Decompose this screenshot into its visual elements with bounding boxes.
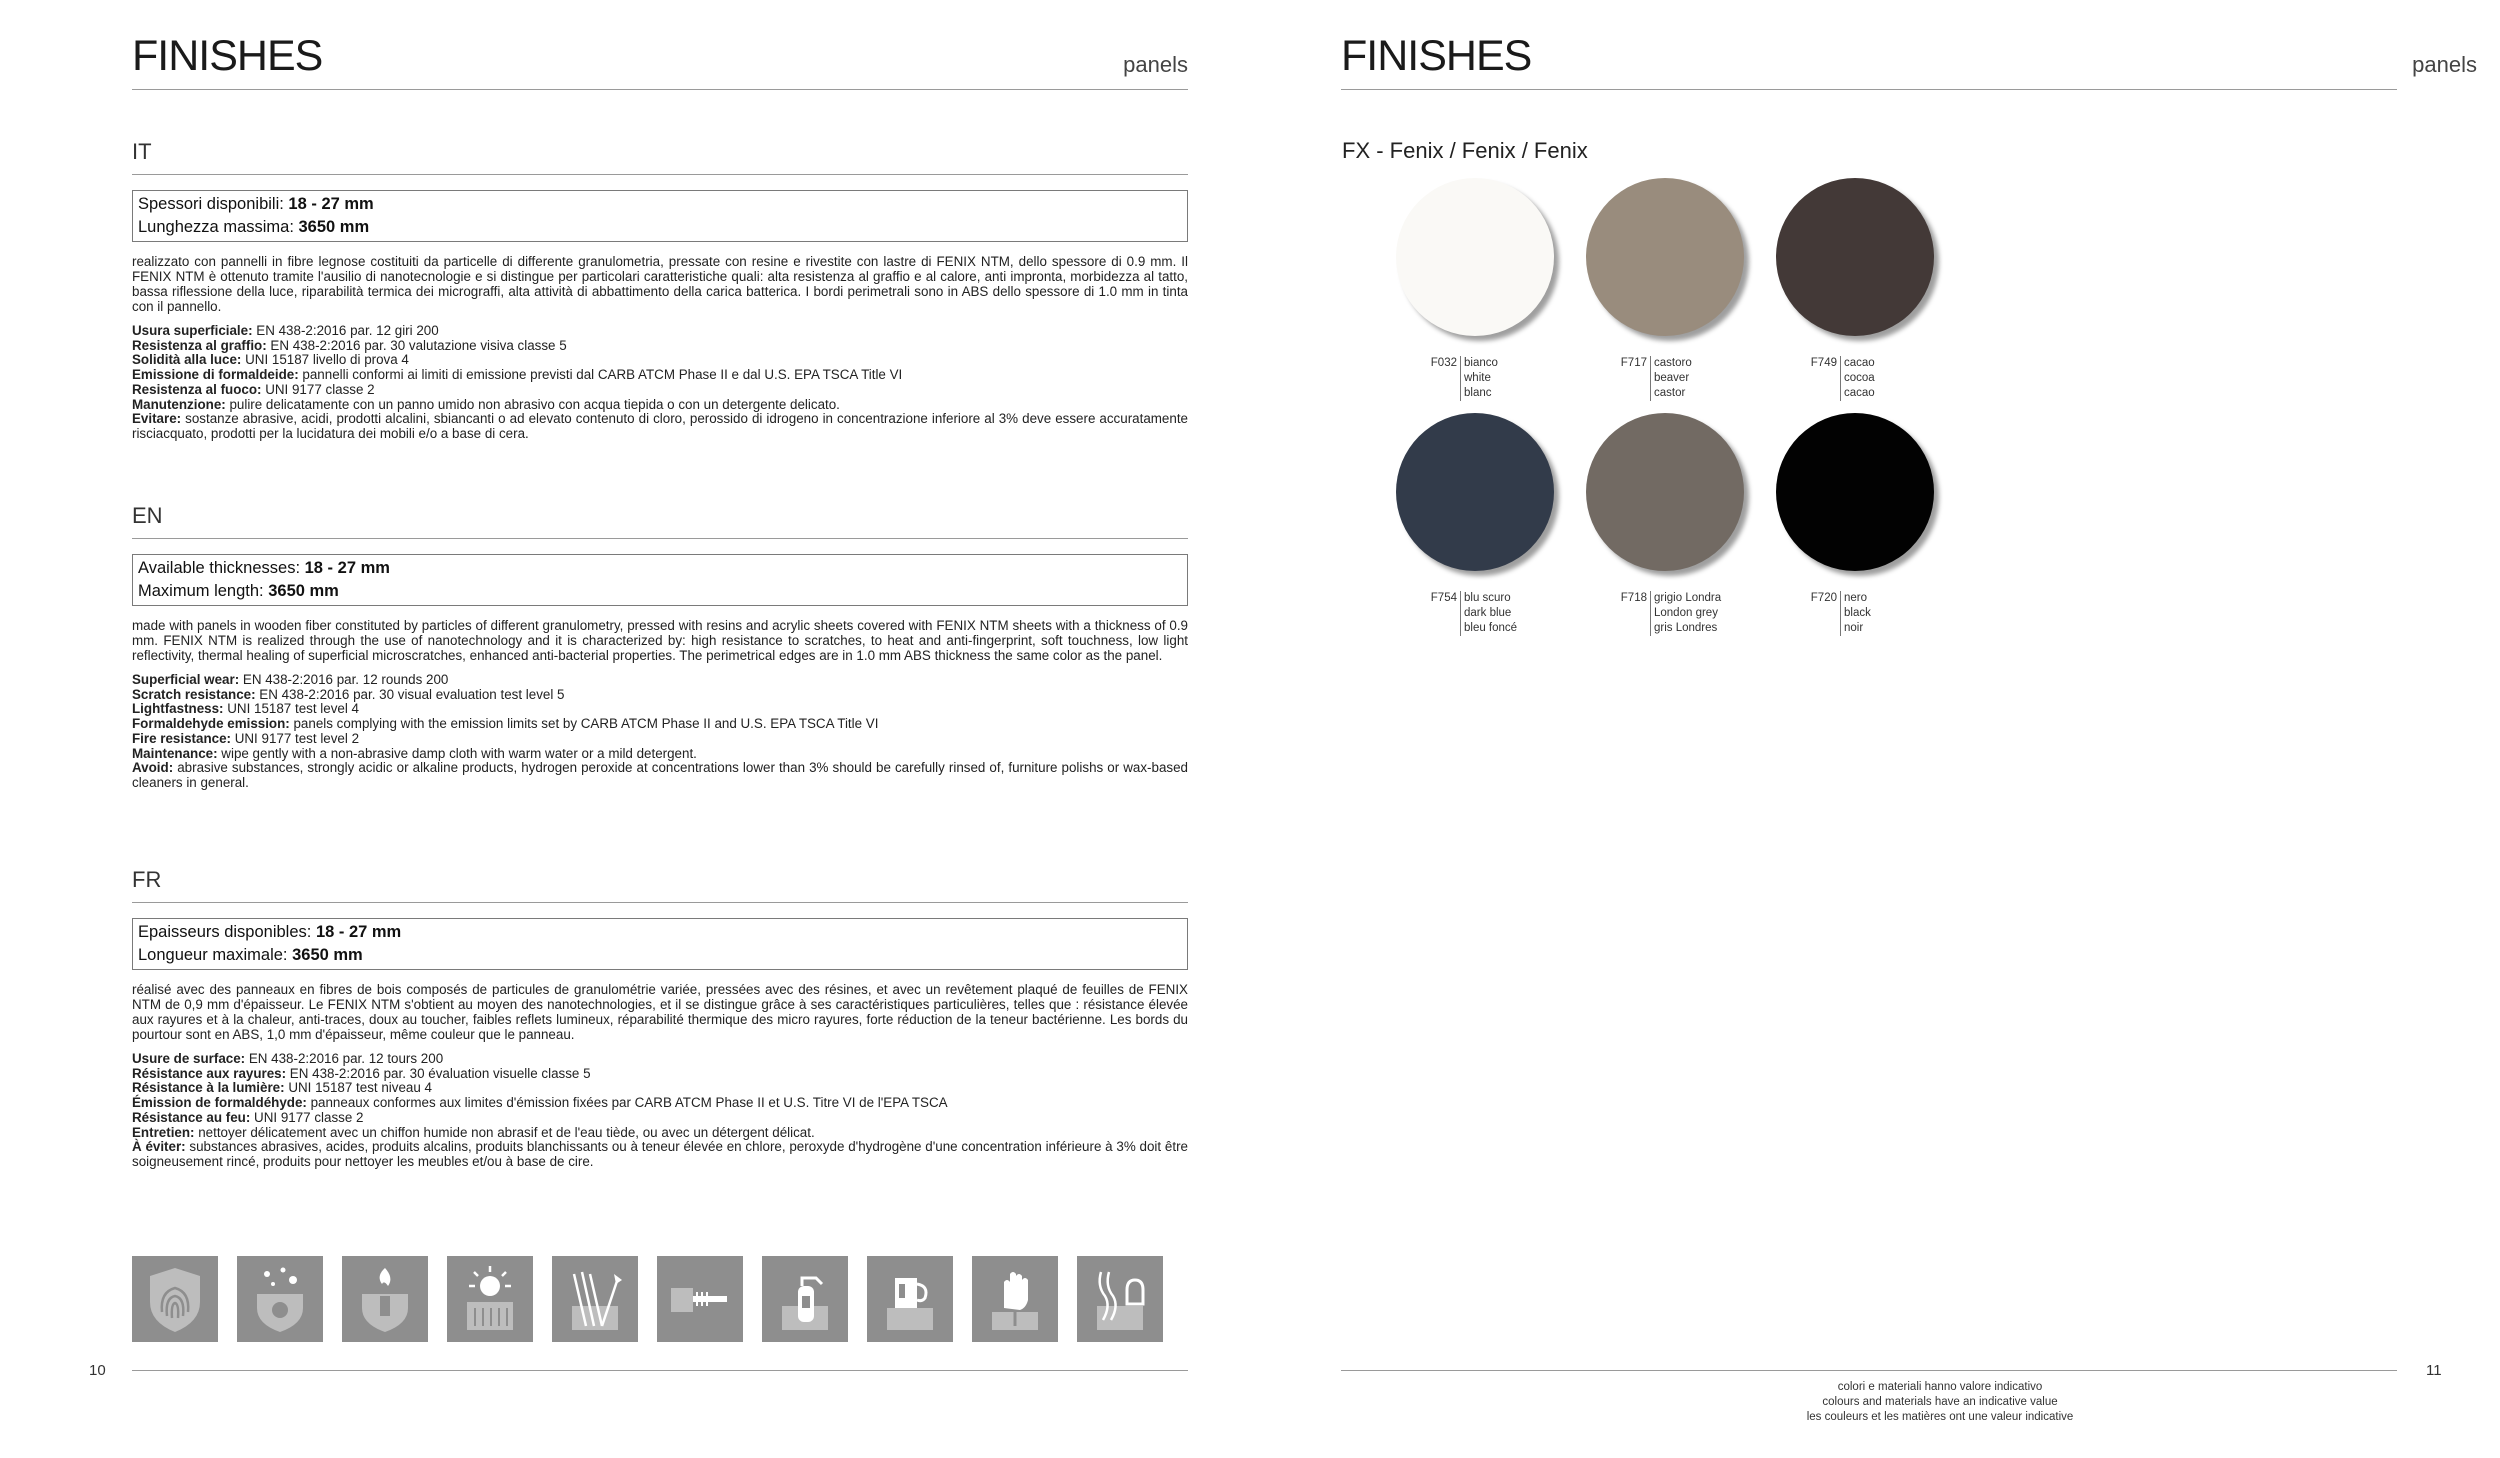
property-row: Usure de surface: EN 438-2:2016 par. 12 tours 200 — [132, 1051, 444, 1066]
coffee-cup-icon — [867, 1256, 953, 1342]
swatch-f749 — [1776, 178, 1934, 336]
color-disclaimer — [1740, 1380, 2140, 1425]
property-row: Resistenza al fuoco: UNI 9177 classe 2 — [132, 381, 375, 397]
property-row: Émission de formaldéhyde: panneaux conformes aux limites d'émission fixées par CARB ATCM Phase II et U.S. Titre VI de l'EPA TSCA — [132, 1095, 948, 1111]
property-row: Solidità alla luce: UNI 15187 livello di prova 4 — [132, 352, 409, 368]
disclaimer-line: les couleurs et les matières ont une valeur indicative — [1806, 1411, 2074, 1423]
spec-length: Maximum length: 3650 mm — [138, 582, 339, 600]
description: réalisé avec des panneaux en fibres de bois composés de particules de granulométrie variée, pressées avec des résines, et avec un revêtement plaqué de feuilles de FENIX NTM de 0,9 mm d'épaisseur. Le FENIX NTM s'obtient au moyen des nanotechnologies, et il se distingue grâce à ses caractéristiques particulières, telles que : résistance élevée aux rayures et à la chaleur, anti-traces, doux au toucher, faibles reflets lumineux, réparabilité thermique des micro rayures, forte réduction de la teneur bactérienne. Les bords du pourtour sont en ABS, 1,0 mm d'épaisseur, même couleur que le panneau. — [132, 982, 1188, 1042]
property-row: Résistance aux rayures: EN 438-2:2016 par. 30 évaluation visuelle classe 5 — [132, 1065, 591, 1081]
disclaimer-line: colours and materials have an indicative value — [1822, 1396, 2058, 1408]
swatch-label: F718 grigio Londra London grey gris Londres — [1620, 592, 1722, 634]
page-number: 10 — [89, 1362, 106, 1379]
swatch-code: F718 — [1620, 592, 1647, 604]
property-row: Fire resistance: UNI 9177 test level 2 — [132, 730, 360, 746]
swatch-f718 — [1586, 413, 1744, 571]
property-row: Emissione di formaldeide: pannelli conformi ai limiti di emissione previsti dal CARB ATCM Phase II e dal U.S. EPA TSCA Title VI — [132, 367, 903, 383]
page-subtitle: panels — [2412, 52, 2477, 77]
section-en — [132, 502, 1188, 791]
section-it — [132, 138, 1188, 442]
swatch-label: F717 castoro beaver castor — [1620, 357, 1692, 399]
right-page — [1250, 0, 2500, 1458]
property-row: Superficial wear: EN 438-2:2016 par. 12 rounds 200 — [132, 672, 449, 687]
section-fr — [132, 866, 1188, 1170]
swatch-code: F720 — [1810, 592, 1837, 604]
light-sun-icon — [447, 1256, 533, 1342]
swatch-label: F754 blu scuro dark blue bleu foncé — [1430, 592, 1518, 634]
hot-iron-icon — [657, 1256, 743, 1342]
fingerprint-shield-icon — [132, 1256, 218, 1342]
page-title: FINISHES — [1341, 32, 1532, 80]
swatch-f720 — [1776, 413, 1934, 571]
properties-list — [132, 324, 1188, 442]
swatch-f717 — [1586, 178, 1744, 336]
footer-divider — [132, 1370, 1188, 1371]
heat-shield-icon — [342, 1256, 428, 1342]
property-row: Scratch resistance: EN 438-2:2016 par. 30 visual evaluation test level 5 — [132, 686, 565, 702]
section-divider — [132, 902, 1188, 903]
specs-box — [132, 190, 1188, 242]
spec-thickness: Available thicknesses: 18 - 27 mm — [138, 559, 390, 577]
swatch-code: F754 — [1430, 592, 1457, 604]
property-row: Résistance au feu: UNI 9177 classe 2 — [132, 1109, 364, 1125]
property-row: Usura superficiale: EN 438-2:2016 par. 12 giri 200 — [132, 323, 439, 338]
disclaimer-line: colori e materiali hanno valore indicativo — [1837, 1381, 2043, 1393]
spec-thickness: Epaisseurs disponibles: 18 - 27 mm — [138, 923, 402, 941]
section-divider — [132, 538, 1188, 539]
language-code: EN — [132, 503, 163, 528]
swatch-code: F749 — [1810, 357, 1837, 369]
property-row: Lightfastness: UNI 15187 test level 4 — [132, 701, 359, 717]
scratch-icon — [552, 1256, 638, 1342]
page-title: FINISHES — [132, 32, 323, 80]
stain-shield-icon — [237, 1256, 323, 1342]
swatch-label: F720 nero black noir — [1810, 592, 1871, 634]
property-row: Maintenance: wipe gently with a non-abrasive damp cloth with warm water or a mild detergent. — [132, 745, 697, 761]
page-number: 11 — [2426, 1362, 2442, 1379]
property-row: Resistenza al graffio: EN 438-2:2016 par. 30 valutazione visiva classe 5 — [132, 337, 567, 353]
hand-touch-icon — [972, 1256, 1058, 1342]
spec-length: Longueur maximale: 3650 mm — [138, 946, 363, 964]
description: realizzato con pannelli in fibre legnose costituiti da particelle di differente granulometria, pressate con resine e rivestite con lastre di FENIX NTM, dello spessore di 0.9 mm. Il FENIX NTM è ottenuto tramite l'ausilio di nanotecnologie e si distingue per particolari caratteristiche quali: alta resistenza al graffio e al calore, anti impronta, morbidezza al tatto, bassa riflessione della luce, riparabilità termica dei micrograffi, alta attività di abbattimento della carica batterica. I bordi perimetrali sono in ABS dello spessore di 1.0 mm in tinta con il pannello. — [132, 254, 1188, 314]
swatch-f032 — [1396, 178, 1554, 336]
swatch-f754 — [1396, 413, 1554, 571]
description: made with panels in wooden fiber constituted by particles of different granulometry, pressed with resins and acrylic sheets covered with FENIX NTM sheets with a thickness of 0.9 mm. FENIX NTM is realized through the use of nanotechnology and it is characterized by: high resistance to scratches, to heat and anti-fingerprint, soft touchness, low light reflectivity, thermal healing of superficial microscratches, enhanced anti-bacterial properties. The perimetrical edges are in 1.0 mm ABS thickness the same color as the panel. — [132, 618, 1188, 663]
property-row: À éviter: substances abrasives, acides, produits alcalins, produits blanchissants ou à teneur élevée en chlore, peroxyde d'hydrogène d'une concentration inférieure à 3% doit être soigneusement rincé, produits pour nettoyer les meubles et/ou à base de cire. — [132, 1139, 1188, 1169]
swatch-label: F749 cacao cocoa cacao — [1810, 357, 1875, 399]
fire-extinguisher-icon — [762, 1256, 848, 1342]
property-row: Entretien: nettoyer délicatement avec un chiffon humide non abrasif et de l'eau tiède, ou avec un détergent délicat. — [132, 1124, 815, 1140]
specs-box — [132, 554, 1188, 606]
language-code: FR — [132, 867, 162, 892]
swatch-code: F717 — [1620, 357, 1647, 369]
property-row: Résistance à la lumière: UNI 15187 test niveau 4 — [132, 1080, 432, 1096]
swatch-label: F032 bianco white blanc — [1430, 357, 1498, 399]
spec-thickness: Spessori disponibili: 18 - 27 mm — [138, 195, 374, 213]
property-row: Formaldehyde emission: panels complying with the emission limits set by CARB ATCM Phase II and U.S. EPA TSCA Title VI — [132, 716, 879, 732]
spec-length: Lunghezza massima: 3650 mm — [138, 218, 370, 236]
property-row: Manutenzione: pulire delicatamente con un panno umido non abrasivo con acqua tiepida o con un detergente delicato. — [132, 396, 840, 412]
properties-list — [132, 673, 1188, 791]
swatch-code: F032 — [1430, 357, 1457, 369]
finish-series-title: FX - Fenix / Fenix / Fenix — [1342, 138, 1588, 163]
header-divider — [1341, 89, 2397, 90]
hygiene-icon — [1077, 1256, 1163, 1342]
footer-divider — [1341, 1370, 2397, 1371]
specs-box — [132, 918, 1188, 970]
section-divider — [132, 174, 1188, 175]
language-code: IT — [132, 139, 152, 164]
properties-list — [132, 1052, 1188, 1170]
header-divider — [132, 89, 1188, 90]
page-subtitle: panels — [1123, 52, 1188, 77]
property-row: Evitare: sostanze abrasive, acidi, prodotti alcalini, sbiancanti o ad elevato contenuto di cloro, perossido di idrogeno in concentrazione inferiore al 3% deve essere accuratamente risciacquato, prodotti per la lucidatura dei mobili e/o a base di cera. — [132, 411, 1188, 441]
property-row: Avoid: abrasive substances, strongly acidic or alkaline products, hydrogen peroxide at concentrations lower than 3% should be carefully rinsed of, furniture polishs or wax-based cleaners in general. — [132, 760, 1188, 790]
